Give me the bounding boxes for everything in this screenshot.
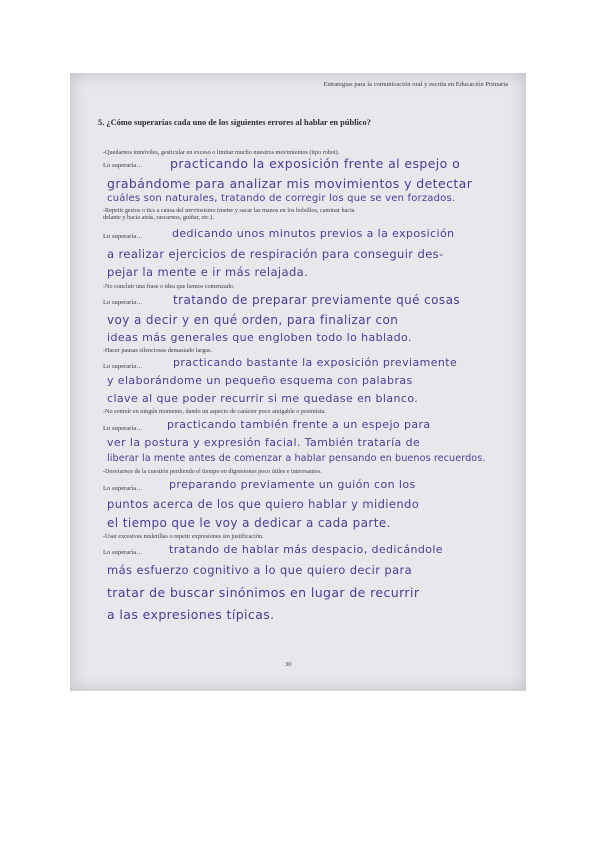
handwritten-answer-line: a realizar ejercicios de respiración para conseguir des- bbox=[107, 247, 444, 261]
handwritten-answer-line: tratando de preparar previamente qué cosas bbox=[173, 293, 460, 307]
answer-lead-4: Lo superaría… bbox=[103, 363, 143, 370]
handwritten-answer-line: practicando también frente a un espejo para bbox=[167, 418, 431, 431]
handwritten-answer-line: grabándome para analizar mis movimientos y detectar bbox=[107, 176, 473, 191]
error-line: -Usar excesivas muletillas o repetir expresiones sin justificación. bbox=[103, 533, 264, 540]
handwritten-answer-line: voy a decir y en qué orden, para finalizar con bbox=[107, 313, 399, 327]
handwritten-answer-line: dedicando unos minutos previos a la exposición bbox=[172, 227, 455, 240]
handwritten-answer-line: ver la postura y expresión facial. También trataría de bbox=[107, 436, 421, 449]
error-line: -No concluir una frase o idea que hemos comenzado. bbox=[103, 283, 235, 290]
error-line: -Quedarnos inmóviles, gesticular en exceso o limitar mucho nuestros movimientos (tipo robot). bbox=[103, 149, 340, 156]
handwritten-answer-line: clave al que poder recurrir si me quedase en blanco. bbox=[107, 392, 419, 405]
handwritten-answer-line: liberar la mente antes de comenzar a hablar pensando en buenos recuerdos. bbox=[107, 453, 486, 464]
answer-lead-1: Lo superaría… bbox=[103, 162, 143, 169]
error-line: delante y hacia atrás, rascarnos, guiñar, etc.). bbox=[103, 214, 214, 222]
handwritten-answer-line: a las expresiones típicas. bbox=[107, 607, 275, 622]
page-number: 30 bbox=[285, 661, 292, 668]
handwritten-answer-line: y elaborándome un pequeño esquema con palabras bbox=[107, 374, 413, 387]
running-head: Estrategias para la comunicación oral y escrita en Educación Primaria bbox=[323, 81, 508, 88]
handwritten-answer-line: tratando de hablar más despacio, dedicándole bbox=[169, 543, 443, 556]
handwritten-answer-line: más esfuerzo cognitivo a lo que quiero decir para bbox=[107, 563, 413, 577]
question-title: 5. ¿Cómo superarías cada uno de los siguientes errores al hablar en público? bbox=[98, 118, 371, 127]
error-statement-7 bbox=[103, 533, 521, 540]
handwritten-answer-line: practicando bastante la exposición previamente bbox=[173, 356, 458, 369]
error-line: -Desviarnos de la cuestión perdiendo el tiempo en digresiones poco útiles e interesantes. bbox=[103, 468, 322, 475]
answer-lead-3: Lo superaría… bbox=[103, 299, 143, 306]
answer-lead-7: Lo superaría… bbox=[103, 549, 143, 556]
answer-lead-2: Lo superaría… bbox=[103, 233, 143, 240]
error-statement-6 bbox=[103, 468, 521, 475]
error-statement-5 bbox=[103, 408, 521, 415]
error-statement-3 bbox=[103, 283, 521, 290]
answer-lead-6: Lo superaría… bbox=[103, 485, 143, 492]
handwritten-answer-line: pejar la mente e ir más relajada. bbox=[107, 265, 309, 279]
handwritten-answer-line: preparando previamente un guión con los bbox=[169, 478, 416, 491]
error-line: -Hacer pausas silenciosas demasiado largas. bbox=[103, 347, 212, 354]
handwritten-answer-line: ideas más generales que engloben todo lo hablado. bbox=[107, 331, 412, 344]
worksheet-page bbox=[70, 73, 526, 691]
handwritten-answer-line: cuáles son naturales, tratando de corregir los que se ven forzados. bbox=[107, 193, 456, 204]
handwritten-answer-line: practicando la exposición frente al espejo o bbox=[170, 156, 461, 171]
error-statement-4 bbox=[103, 347, 521, 354]
error-line: -No sonreír en ningún momento, dando un aspecto de carácter poco amigable o pesimista. bbox=[103, 408, 326, 415]
handwritten-answer-line: tratar de buscar sinónimos en lugar de recurrir bbox=[107, 585, 420, 600]
answer-lead-5: Lo superaría… bbox=[103, 425, 143, 432]
handwritten-answer-line: puntos acerca de los que quiero hablar y midiendo bbox=[107, 497, 420, 511]
handwritten-answer-line: el tiempo que le voy a dedicar a cada parte. bbox=[107, 516, 391, 530]
error-line: -Repetir gestos o tics a causa del nerviosismo (meter y sacar las manos en los bolsillos, caminar hacia bbox=[103, 207, 355, 214]
error-statement-2 bbox=[103, 207, 521, 221]
